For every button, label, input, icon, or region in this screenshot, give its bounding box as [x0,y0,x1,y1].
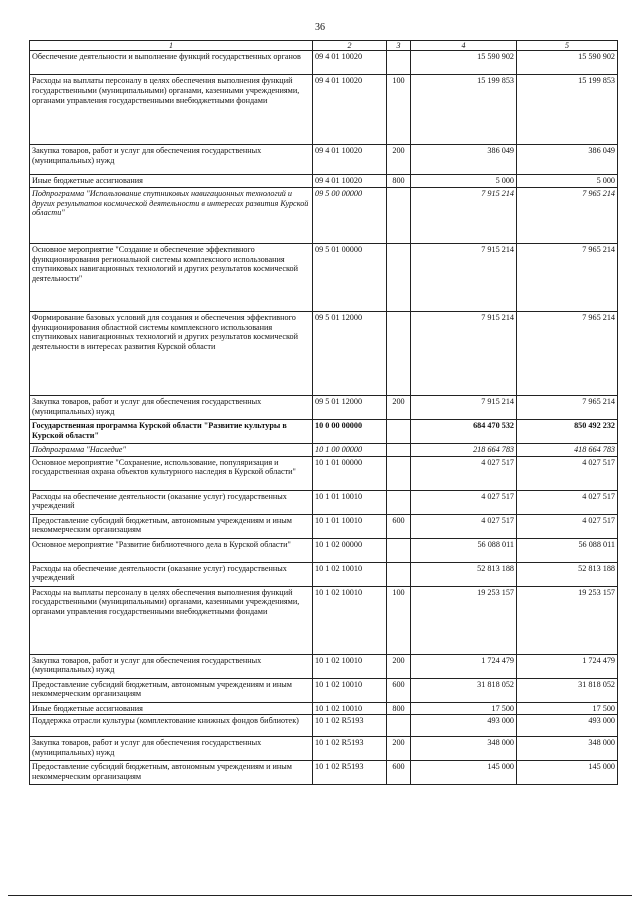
row-value-2024-cell: 19 253 157 [411,586,517,654]
row-type-cell: 100 [387,586,411,654]
table-row [30,490,618,514]
row-name-cell: Закупка товаров, работ и услуг для обеспечения государственных (муниципальных) нужд [30,145,313,175]
row-name-cell: Закупка товаров, работ и услуг для обеспечения государственных (муниципальных) нужд [30,396,313,420]
row-code-cell: 10 0 00 00000 [313,420,387,444]
row-value-2025-cell: 7 965 214 [517,188,618,244]
table-row [30,145,618,175]
table-row [30,444,618,457]
row-value-2025-cell: 493 000 [517,715,618,737]
row-value-2025-cell: 348 000 [517,737,618,761]
row-name-cell: Расходы на выплаты персоналу в целях обеспечения выполнения функций государственными (муниципальными) органами, казенными учреждениями, органами управления государственными внебюджетными фондами [30,75,313,145]
row-value-2025-cell: 56 088 011 [517,538,618,562]
row-value-2024-cell: 52 813 188 [411,562,517,586]
row-name-cell: Предоставление субсидий бюджетным, автономным учреждениям и иным некоммерческим организациям [30,761,313,785]
row-name-cell: Государственная программа Курской области "Развитие культуры в Курской области" [30,420,313,444]
row-value-2024-cell: 348 000 [411,737,517,761]
row-type-cell [387,456,411,490]
row-type-cell [387,715,411,737]
row-code-cell: 09 4 01 10020 [313,145,387,175]
row-name-cell: Подпрограмма "Использование спутниковых навигационных технологий и других результатов космической деятельности в интересах развития Курской области" [30,188,313,244]
row-value-2024-cell: 4 027 517 [411,514,517,538]
row-type-cell [387,538,411,562]
row-value-2024-cell: 4 027 517 [411,490,517,514]
table-row [30,456,618,490]
row-code-cell: 10 1 01 00000 [313,456,387,490]
row-value-2025-cell: 52 813 188 [517,562,618,586]
row-value-2025-cell: 31 818 052 [517,678,618,702]
row-value-2025-cell: 17 500 [517,702,618,715]
row-value-2024-cell: 493 000 [411,715,517,737]
table-row [30,654,618,678]
row-value-2024-cell: 5 000 [411,175,517,188]
table-row [30,312,618,396]
row-code-cell: 10 1 01 10010 [313,490,387,514]
row-value-2024-cell: 7 915 214 [411,188,517,244]
row-code-cell: 10 1 02 10010 [313,678,387,702]
row-type-cell: 600 [387,761,411,785]
row-type-cell [387,244,411,312]
table-row [30,514,618,538]
table-row [30,562,618,586]
row-code-cell: 09 5 01 12000 [313,396,387,420]
row-type-cell [387,444,411,457]
table-row [30,702,618,715]
row-value-2025-cell: 15 590 902 [517,51,618,75]
table-row [30,396,618,420]
row-code-cell: 09 5 01 12000 [313,312,387,396]
row-type-cell: 600 [387,514,411,538]
table-row [30,678,618,702]
row-value-2025-cell: 386 049 [517,145,618,175]
row-name-cell: Расходы на обеспечение деятельности (оказание услуг) государственных учреждений [30,490,313,514]
row-value-2024-cell: 31 818 052 [411,678,517,702]
row-value-2025-cell: 19 253 157 [517,586,618,654]
column-header: 2 [313,41,387,51]
row-value-2025-cell: 1 724 479 [517,654,618,678]
row-value-2025-cell: 7 965 214 [517,244,618,312]
row-name-cell: Иные бюджетные ассигнования [30,702,313,715]
row-value-2025-cell: 850 492 232 [517,420,618,444]
row-type-cell: 800 [387,702,411,715]
row-code-cell: 09 4 01 10020 [313,175,387,188]
row-type-cell [387,420,411,444]
row-value-2025-cell: 145 000 [517,761,618,785]
row-code-cell: 10 1 02 10010 [313,702,387,715]
table-row [30,51,618,75]
table-row [30,188,618,244]
table-row [30,715,618,737]
row-type-cell [387,562,411,586]
row-code-cell: 10 1 02 10010 [313,562,387,586]
row-name-cell: Основное мероприятие "Создание и обеспечение эффективного функционирования региональной системы комплексного использования спутниковых навигационных технологий и других результатов космической деятельности" [30,244,313,312]
row-value-2025-cell: 7 965 214 [517,312,618,396]
row-type-cell [387,312,411,396]
row-code-cell: 10 1 02 R5193 [313,715,387,737]
row-name-cell: Основное мероприятие "Сохранение, использование, популяризация и государственная охрана объектов культурного наследия в Курской области" [30,456,313,490]
row-name-cell: Иные бюджетные ассигнования [30,175,313,188]
row-type-cell: 100 [387,75,411,145]
row-value-2024-cell: 7 915 214 [411,396,517,420]
row-type-cell [387,188,411,244]
row-type-cell: 600 [387,678,411,702]
row-value-2025-cell: 5 000 [517,175,618,188]
row-type-cell: 200 [387,737,411,761]
row-name-cell: Предоставление субсидий бюджетным, автономным учреждениям и иным некоммерческим организациям [30,514,313,538]
row-value-2024-cell: 218 664 783 [411,444,517,457]
row-code-cell: 09 5 00 00000 [313,188,387,244]
row-code-cell: 10 1 02 R5193 [313,737,387,761]
row-value-2025-cell: 7 965 214 [517,396,618,420]
row-name-cell: Предоставление субсидий бюджетным, автономным учреждениям и иным некоммерческим организациям [30,678,313,702]
table-row [30,420,618,444]
row-name-cell: Расходы на выплаты персоналу в целях обеспечения выполнения функций государственными (муниципальными) органами, казенными учреждениями, органами управления государственными внебюджетными фондами [30,586,313,654]
page-bottom-rule [8,895,632,896]
column-header: 4 [411,41,517,51]
row-name-cell: Основное мероприятие "Развитие библиотечного дела в Курской области" [30,538,313,562]
table-row [30,737,618,761]
row-code-cell: 09 4 01 10020 [313,75,387,145]
row-type-cell: 800 [387,175,411,188]
page-number: 36 [315,22,325,33]
table-body [30,51,618,785]
column-header: 3 [387,41,411,51]
table-row [30,586,618,654]
row-value-2024-cell: 684 470 532 [411,420,517,444]
row-value-2024-cell: 145 000 [411,761,517,785]
row-type-cell [387,51,411,75]
header-row [30,41,618,51]
row-name-cell: Закупка товаров, работ и услуг для обеспечения государственных (муниципальных) нужд [30,737,313,761]
budget-table [29,40,618,785]
row-value-2024-cell: 15 199 853 [411,75,517,145]
row-code-cell: 10 1 02 R5193 [313,761,387,785]
row-code-cell: 10 1 02 10010 [313,654,387,678]
table-row [30,75,618,145]
row-code-cell: 09 4 01 10020 [313,51,387,75]
row-value-2024-cell: 7 915 214 [411,312,517,396]
table-row [30,761,618,785]
column-header: 1 [30,41,313,51]
row-code-cell: 10 1 01 10010 [313,514,387,538]
row-type-cell [387,490,411,514]
row-type-cell: 200 [387,396,411,420]
row-value-2025-cell: 15 199 853 [517,75,618,145]
row-type-cell: 200 [387,145,411,175]
column-header: 5 [517,41,618,51]
row-code-cell: 09 5 01 00000 [313,244,387,312]
row-value-2025-cell: 4 027 517 [517,456,618,490]
row-value-2024-cell: 386 049 [411,145,517,175]
row-name-cell: Формирование базовых условий для создания и обеспечения эффективного функционирования областной системы комплексного использования спутниковых навигационных технологий и других результатов космической деятельности в интересах развития Курской области [30,312,313,396]
row-name-cell: Обеспечение деятельности и выполнение функций государственных органов [30,51,313,75]
table-row [30,244,618,312]
table-row [30,538,618,562]
row-value-2025-cell: 4 027 517 [517,490,618,514]
row-name-cell: Расходы на обеспечение деятельности (оказание услуг) государственных учреждений [30,562,313,586]
row-value-2024-cell: 7 915 214 [411,244,517,312]
row-name-cell: Подпрограмма "Наследие" [30,444,313,457]
row-name-cell: Закупка товаров, работ и услуг для обеспечения государственных (муниципальных) нужд [30,654,313,678]
table-row [30,175,618,188]
row-value-2024-cell: 1 724 479 [411,654,517,678]
row-value-2024-cell: 4 027 517 [411,456,517,490]
row-type-cell: 200 [387,654,411,678]
row-value-2024-cell: 15 590 902 [411,51,517,75]
row-code-cell: 10 1 02 10010 [313,586,387,654]
row-value-2024-cell: 56 088 011 [411,538,517,562]
row-code-cell: 10 1 00 00000 [313,444,387,457]
row-code-cell: 10 1 02 00000 [313,538,387,562]
row-name-cell: Поддержка отрасли культуры (комплектование книжных фондов библиотек) [30,715,313,737]
row-value-2024-cell: 17 500 [411,702,517,715]
row-value-2025-cell: 418 664 783 [517,444,618,457]
row-value-2025-cell: 4 027 517 [517,514,618,538]
